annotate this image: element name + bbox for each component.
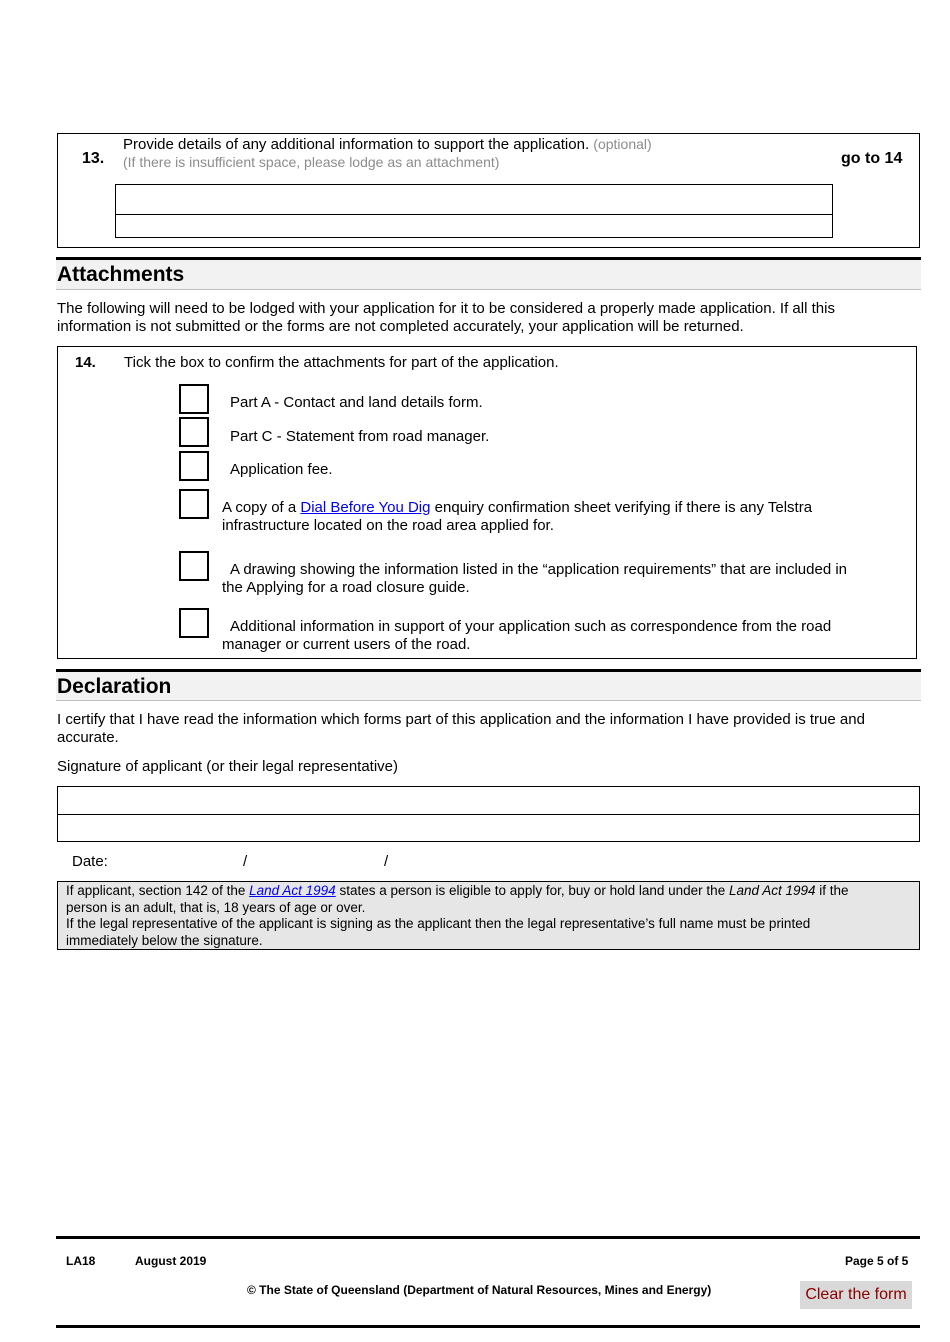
attachments-intro xyxy=(57,300,835,336)
question-14-number: 14. xyxy=(75,354,96,371)
question-14-text: Tick the box to confirm the attachments for part of the application. xyxy=(124,354,559,371)
date-separator-1: / xyxy=(243,853,248,870)
date-separator-2: / xyxy=(384,853,389,870)
signature-field[interactable] xyxy=(57,786,920,842)
declaration-heading: Declaration xyxy=(57,675,172,698)
attachment-application-fee-label: Application fee. xyxy=(230,461,333,478)
signature-label: Signature of applicant (or their legal representative) xyxy=(57,758,399,775)
signature-field-divider xyxy=(58,814,919,815)
attachments-heading: Attachments xyxy=(57,263,185,286)
attachment-drawing-line-1: A drawing showing the information listed in the “application requirements” that are included in xyxy=(230,561,848,578)
clear-form-button[interactable]: Clear the form xyxy=(800,1281,912,1309)
question-13-text xyxy=(123,135,652,154)
date-field[interactable] xyxy=(120,850,500,874)
question-13-label: Provide details of any additional information to support the application. xyxy=(123,136,590,153)
attachment-additional-info-line-2: manager or current users of the road. xyxy=(222,636,471,653)
attachment-drawing-line-2: the Applying for a road closure guide. xyxy=(222,579,470,596)
checkbox-part-c[interactable] xyxy=(179,417,209,447)
footer-bottom-rule xyxy=(56,1325,920,1328)
footer-copyright: © The State of Queensland (Department of Natural Resources, Mines and Energy) xyxy=(247,1283,712,1297)
legal-note-line-1: If applicant, section 142 of the Land Act 1994 states a person is eligible to apply for, buy or hold land under the Land Act 1994 if the xyxy=(66,883,849,898)
attachment-dbyd-line-2: infrastructure located on the road area applied for. xyxy=(222,517,554,534)
question-14-section xyxy=(57,346,917,659)
attachment-drawing-label xyxy=(222,561,847,597)
attachment-part-c-label: Part C - Statement from road manager. xyxy=(230,428,490,445)
question-13-number: 13. xyxy=(82,150,105,167)
question-13-answer-line-2[interactable] xyxy=(115,214,833,238)
question-13-section xyxy=(57,133,920,248)
declaration-statement xyxy=(57,711,865,747)
footer-date: August 2019 xyxy=(135,1254,207,1268)
goto-14-label: go to 14 xyxy=(841,150,903,167)
attachment-part-a-label: Part A - Contact and land details form. xyxy=(230,394,483,411)
question-13-answer-line-1[interactable] xyxy=(115,184,833,215)
checkbox-additional-information[interactable] xyxy=(179,608,209,638)
declaration-heading-bar xyxy=(56,669,921,701)
attachments-heading-bar xyxy=(56,257,921,290)
checkbox-drawing[interactable] xyxy=(179,551,209,581)
footer-top-rule xyxy=(56,1236,920,1239)
land-act-link[interactable]: Land Act 1994 xyxy=(249,883,336,898)
optional-label: (optional) xyxy=(593,136,652,152)
footer-page-number: Page 5 of 5 xyxy=(845,1254,909,1268)
attachment-dbyd-label xyxy=(222,499,812,535)
dial-before-you-dig-link[interactable]: Dial Before You Dig xyxy=(300,499,431,516)
attachment-additional-info-label xyxy=(222,618,831,654)
declaration-statement-line-1: I certify that I have read the information which forms part of this application and the information I have provided is true and xyxy=(57,711,865,728)
legal-note-line-3: If the legal representative of the applicant is signing as the applicant then the legal representative’s full name must be printed xyxy=(66,916,811,931)
attachment-dbyd-line-1: A copy of a Dial Before You Dig enquiry confirmation sheet verifying if there is any Telstra xyxy=(222,499,813,516)
attachments-intro-line-1: The following will need to be lodged with your application for it to be considered a properly made application. If all this xyxy=(57,300,835,317)
checkbox-dial-before-you-dig[interactable] xyxy=(179,489,209,519)
attachment-additional-info-line-1: Additional information in support of your application such as correspondence from the road xyxy=(230,618,832,635)
legal-note-line-4: immediately below the signature. xyxy=(66,932,263,948)
date-label: Date: xyxy=(72,853,108,870)
legal-note xyxy=(57,881,920,950)
question-13-hint: (If there is insufficient space, please lodge as an attachment) xyxy=(123,154,500,170)
footer-form-code: LA18 xyxy=(66,1254,96,1268)
legal-note-line-2: person is an adult, that is, 18 years of age or over. xyxy=(66,899,366,915)
checkbox-part-a[interactable] xyxy=(179,384,209,414)
checkbox-application-fee[interactable] xyxy=(179,451,209,481)
attachments-intro-line-2: information is not submitted or the forms are not completed accurately, your application will be returned. xyxy=(57,318,744,335)
declaration-statement-line-2: accurate. xyxy=(57,729,119,746)
